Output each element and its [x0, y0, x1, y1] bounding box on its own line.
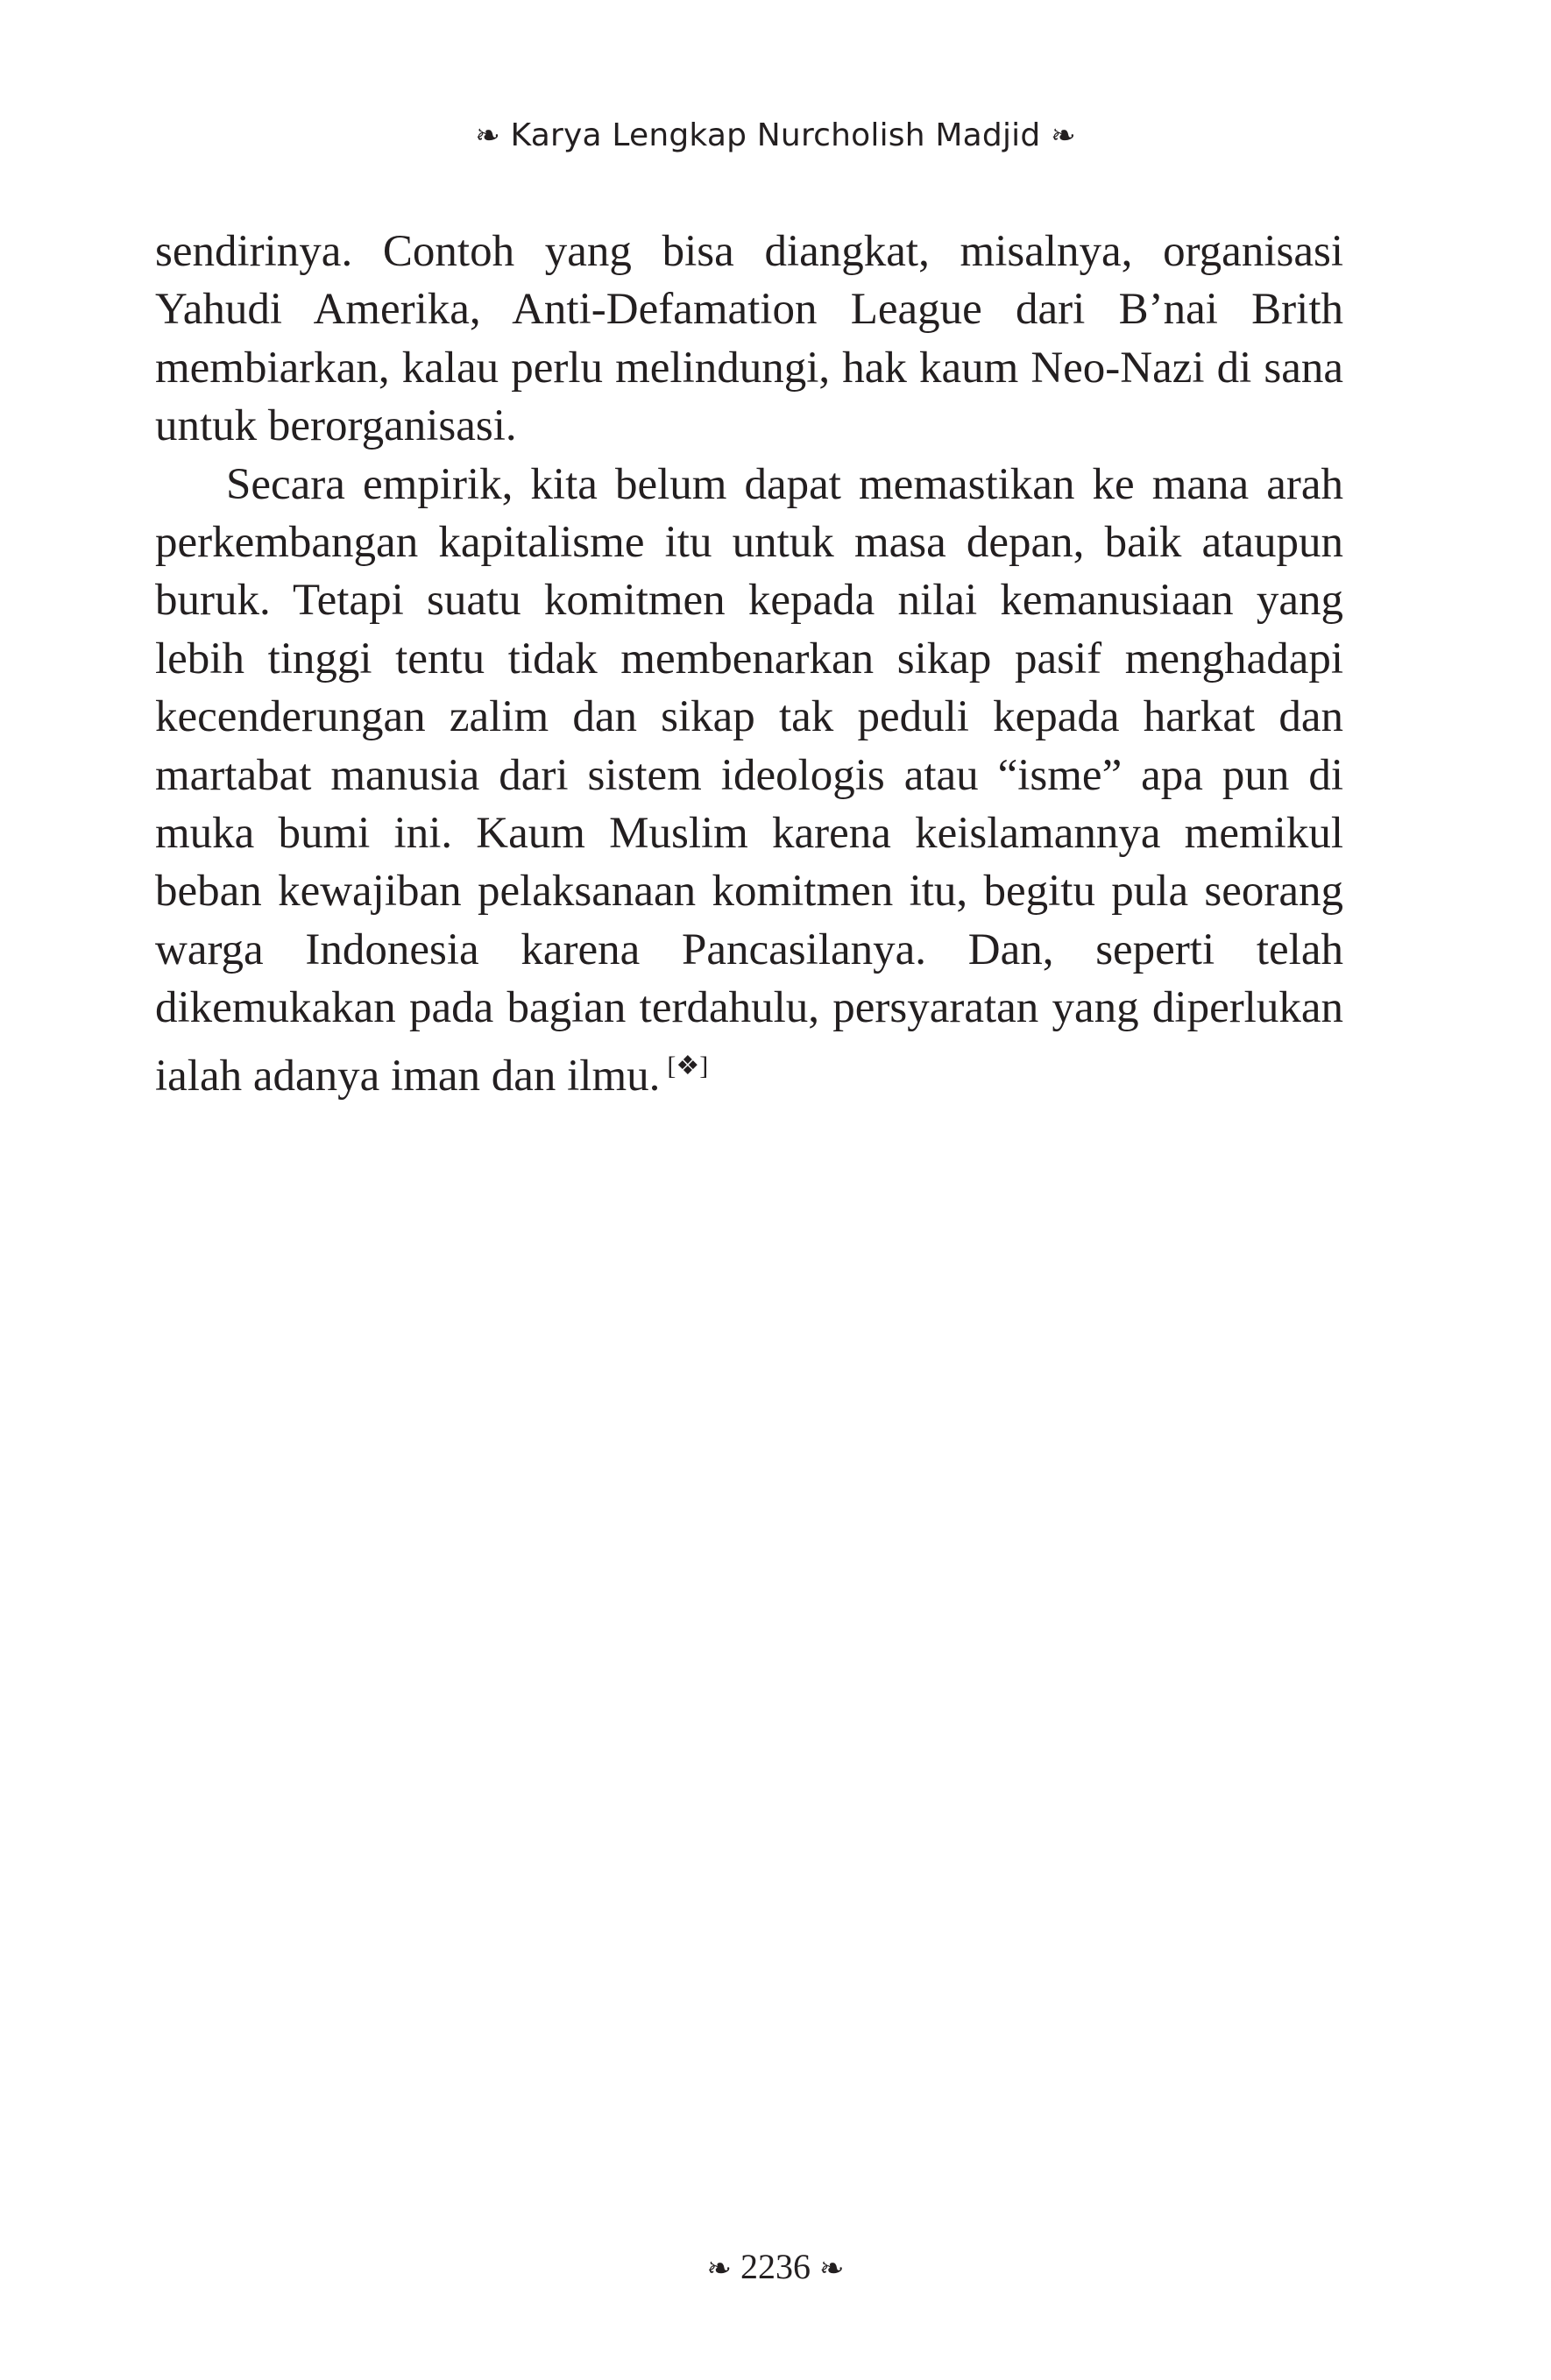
paragraph-1: sendirinya. Contoh yang bisa diangkat, misalnya, organisasi Yahudi Amerika, Anti-Defamation League dari B’nai Brith membiarkan, kalau perlu melindungi, hak kaum Neo-Nazi di sana untuk berorganisasi.: [155, 227, 1343, 451]
ornament-left-icon: ❧: [475, 118, 500, 153]
header-title: Karya Lengkap Nurcholish Madjid: [510, 117, 1041, 153]
ornament-right-icon: ❧: [1051, 118, 1076, 153]
body-text: [155, 223, 1343, 1105]
paragraph-2: [155, 456, 1343, 1105]
page-number: 2236: [740, 2247, 811, 2286]
end-mark: [❖]: [667, 1051, 709, 1080]
page-footer: [0, 2245, 1551, 2291]
ornament-right-icon: ❧: [819, 2253, 845, 2285]
ornament-left-icon: ❧: [706, 2253, 732, 2285]
running-header: [0, 112, 1551, 159]
paragraph-2-text: Secara empirik, kita belum dapat memastikan ke mana arah perkembangan kapitalisme itu untuk masa depan, baik ataupun buruk. Tetapi suatu komitmen kepada nilai kemanusiaan yang lebih tinggi tentu tidak membenarkan sikap pasif menghadapi kecenderungan zalim dan sikap tak peduli kepada harkat dan martabat manusia dari sistem ideologis atau “isme” apa pun di muka bumi ini. Kaum Muslim karena keislamannya memikul beban kewajiban pelaksanaan komitmen itu, begitu pula seorang warga Indonesia karena Pancasilanya. Dan, seperti telah dikemukakan pada bagian terdahulu, persyaratan yang diperlukan ialah adanya iman dan ilmu.: [155, 459, 1343, 1101]
